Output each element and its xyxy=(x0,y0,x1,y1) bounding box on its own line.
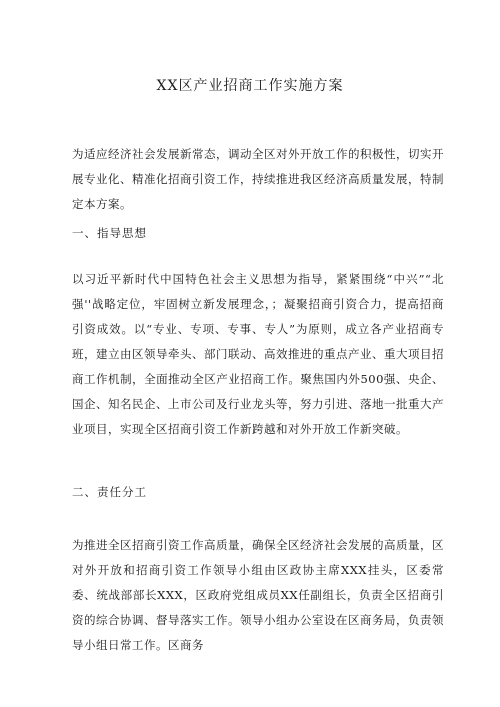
section-heading-guiding-ideology: 一、指导思想 xyxy=(72,226,147,240)
guiding-ideology-paragraph: 以习近平新时代中国特色社会主义思想为指导，紧紧围绕“中兴”“北强''战略定位，牢固树立新发展理念，；凝聚招商引资合力，提高招商引资成效。以“专业、专项、专事、专人”为原则，成立各产业招商专班，建立由区领导牵头、部门联动、高效推进的重点产业、重大项目招商工作机制，全面推动全区产业招商工作。聚焦国内外500强、央企、国企、知名民企、上市公司及行业龙头等，努力引进、落地一批重大产业项目，实现全区招商引资工作新跨越和对外开放工作新突破。 xyxy=(72,272,444,436)
responsibilities-paragraph: 为推进全区招商引资工作高质量，确保全区经济社会发展的高质量，区对外开放和招商引资工作领导小组由区政协主席XXX挂头，区委常委、统战部部长XXX，区政府党组成员XX任副组长，负责全区招商引资的综合协调、督导落实工作。领导小组办公室设在区商务局，负责领导小组日常工作。区商务 xyxy=(72,538,444,652)
intro-paragraph: 为适应经济社会发展新常态，调动全区对外开放工作的积极性，切实开展专业化、精准化招商引资工作，持续推进我区经济高质量发展，特制定本方案。 xyxy=(72,147,444,211)
section-heading-responsibilities: 二、责任分工 xyxy=(72,485,147,499)
document-title: XX区产业招商工作实施方案 xyxy=(156,78,344,94)
